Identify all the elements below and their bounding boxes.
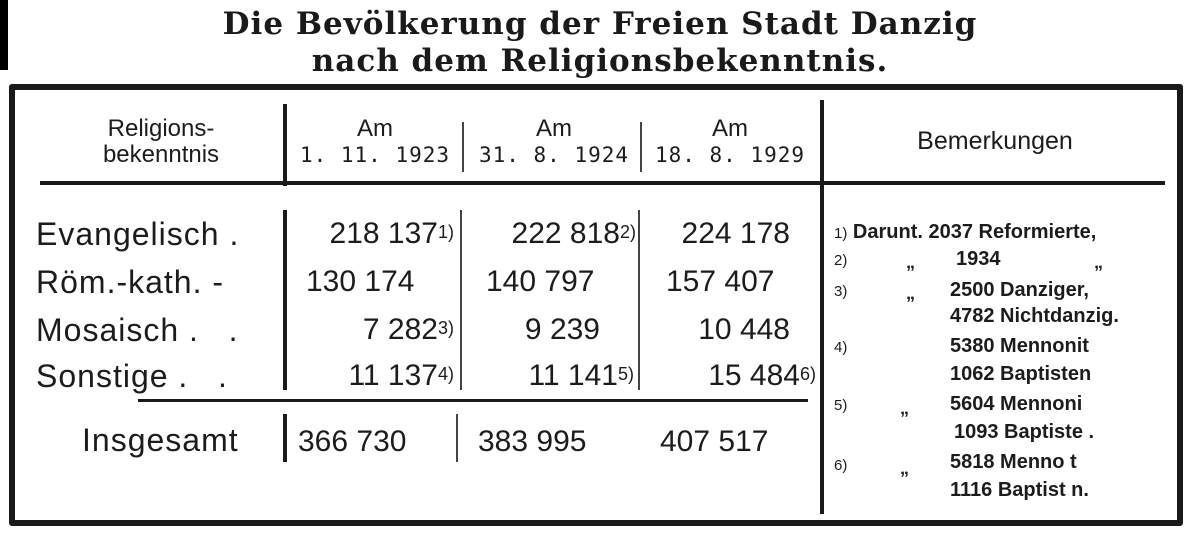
footnote-ref: 4) <box>437 364 454 384</box>
footnote-ref: 6) <box>799 364 816 384</box>
remark-2-index <box>834 247 847 273</box>
cell-value: 15 484 <box>708 359 800 392</box>
table-cell: 140 797 <box>486 265 595 298</box>
column-rule <box>638 210 640 390</box>
remark-4-text-2: 1062 Baptisten <box>950 363 1092 385</box>
table-cell <box>290 356 454 396</box>
remark-index: 6) <box>834 457 848 474</box>
header-am-label: Am <box>712 115 748 142</box>
column-rule <box>460 210 462 390</box>
remark-index: 3) <box>834 283 848 300</box>
cell-value: 7 282 <box>362 313 438 346</box>
row-label-roem-kath: Röm.-kath. - <box>36 264 225 300</box>
table-cell <box>466 356 634 396</box>
footnote-ref: 3) <box>437 318 454 338</box>
ditto-mark: „ <box>900 458 909 478</box>
remark-5-index <box>834 392 847 418</box>
remark-index: 1) <box>834 225 848 242</box>
header-date-value: 31. 8. 1924 <box>478 143 630 167</box>
total-label: Insgesamt <box>82 422 239 458</box>
remark-text: Darunt. 2037 Reformierte, <box>852 221 1097 243</box>
ditto-mark: „ <box>906 252 915 272</box>
remark-4-index <box>834 334 847 360</box>
table-cell: 10 448 <box>698 313 790 346</box>
footnote-ref: 2) <box>619 222 636 242</box>
header-am-label: Am <box>357 115 393 142</box>
header-date-1924 <box>466 116 642 168</box>
column-rule <box>283 104 287 186</box>
remark-3-index <box>834 278 847 304</box>
column-rule <box>283 210 287 390</box>
footnote-ref: 5) <box>617 364 634 384</box>
header-date-value: 1. 11. 1923 <box>299 143 451 167</box>
remark-3-text: 2500 Danziger, <box>950 279 1089 301</box>
total-cell: 407 517 <box>660 425 769 458</box>
remark-index: 5) <box>834 397 848 414</box>
header-am-label: Am <box>536 115 572 142</box>
ditto-mark: „ <box>900 398 909 418</box>
title-line-1: Die Bevölkerung der Freien Stadt Danzig <box>222 6 978 42</box>
header-date-1923 <box>290 116 460 168</box>
row-label-evangelisch: Evangelisch . <box>36 216 240 252</box>
column-rule <box>640 122 642 172</box>
remark-index: 4) <box>834 339 848 356</box>
remark-5-text: 5604 Mennoni <box>950 393 1083 415</box>
table-cell <box>644 214 790 254</box>
table-cell <box>290 214 454 254</box>
remark-3-text-2: 4782 Nichtdanzig. <box>950 305 1119 327</box>
remarks-column-rule <box>820 100 824 514</box>
row-label-mosaisch: Mosaisch . . <box>36 312 239 348</box>
header-date-1929 <box>644 116 816 168</box>
ditto-mark: „ <box>1094 252 1103 272</box>
header-religion <box>46 116 276 168</box>
ditto-mark: „ <box>906 283 915 303</box>
header-religion-line2: bekenntnis <box>102 141 220 168</box>
title-line-2: nach dem Religionsbekenntnis. <box>311 43 889 79</box>
header-remarks: Bemerkungen <box>917 127 1073 155</box>
table-cell: 130 174 <box>306 265 415 298</box>
table-cell: 157 407 <box>666 265 775 298</box>
cell-value: 218 137 <box>329 217 438 250</box>
table-cell: 9 239 <box>524 313 600 346</box>
remark-2-text: 1934 <box>956 248 1001 270</box>
footnote-ref: 1) <box>437 222 454 242</box>
table-cell <box>644 356 816 396</box>
remark-6-text: 5818 Menno t <box>950 451 1077 473</box>
column-rule <box>462 122 464 172</box>
column-rule <box>283 414 287 462</box>
page-title <box>0 6 1200 80</box>
remark-4-text: 5380 Mennonit <box>950 335 1089 357</box>
total-cell: 383 995 <box>478 425 587 458</box>
row-label-sonstige: Sonstige . . <box>36 358 228 394</box>
remark-6-text-2: 1116 Baptist n. <box>950 479 1089 501</box>
cell-value: 11 141 <box>528 359 618 392</box>
cell-value: 224 178 <box>681 217 790 250</box>
column-rule <box>456 414 458 462</box>
remark-1 <box>834 220 1096 246</box>
header-religion-line1: Religions- <box>107 115 215 142</box>
remark-6-index <box>834 452 847 478</box>
table-cell <box>290 310 454 350</box>
cell-value: 11 137 <box>348 359 438 392</box>
remark-5-text-2: 1093 Baptiste . <box>954 421 1095 443</box>
header-rule <box>40 181 1165 185</box>
header-date-value: 18. 8. 1929 <box>654 143 806 167</box>
cell-value: 222 818 <box>511 217 620 250</box>
remark-index: 2) <box>834 252 848 269</box>
total-rule <box>138 399 808 402</box>
total-cell: 366 730 <box>298 425 407 458</box>
table-cell <box>466 214 636 254</box>
